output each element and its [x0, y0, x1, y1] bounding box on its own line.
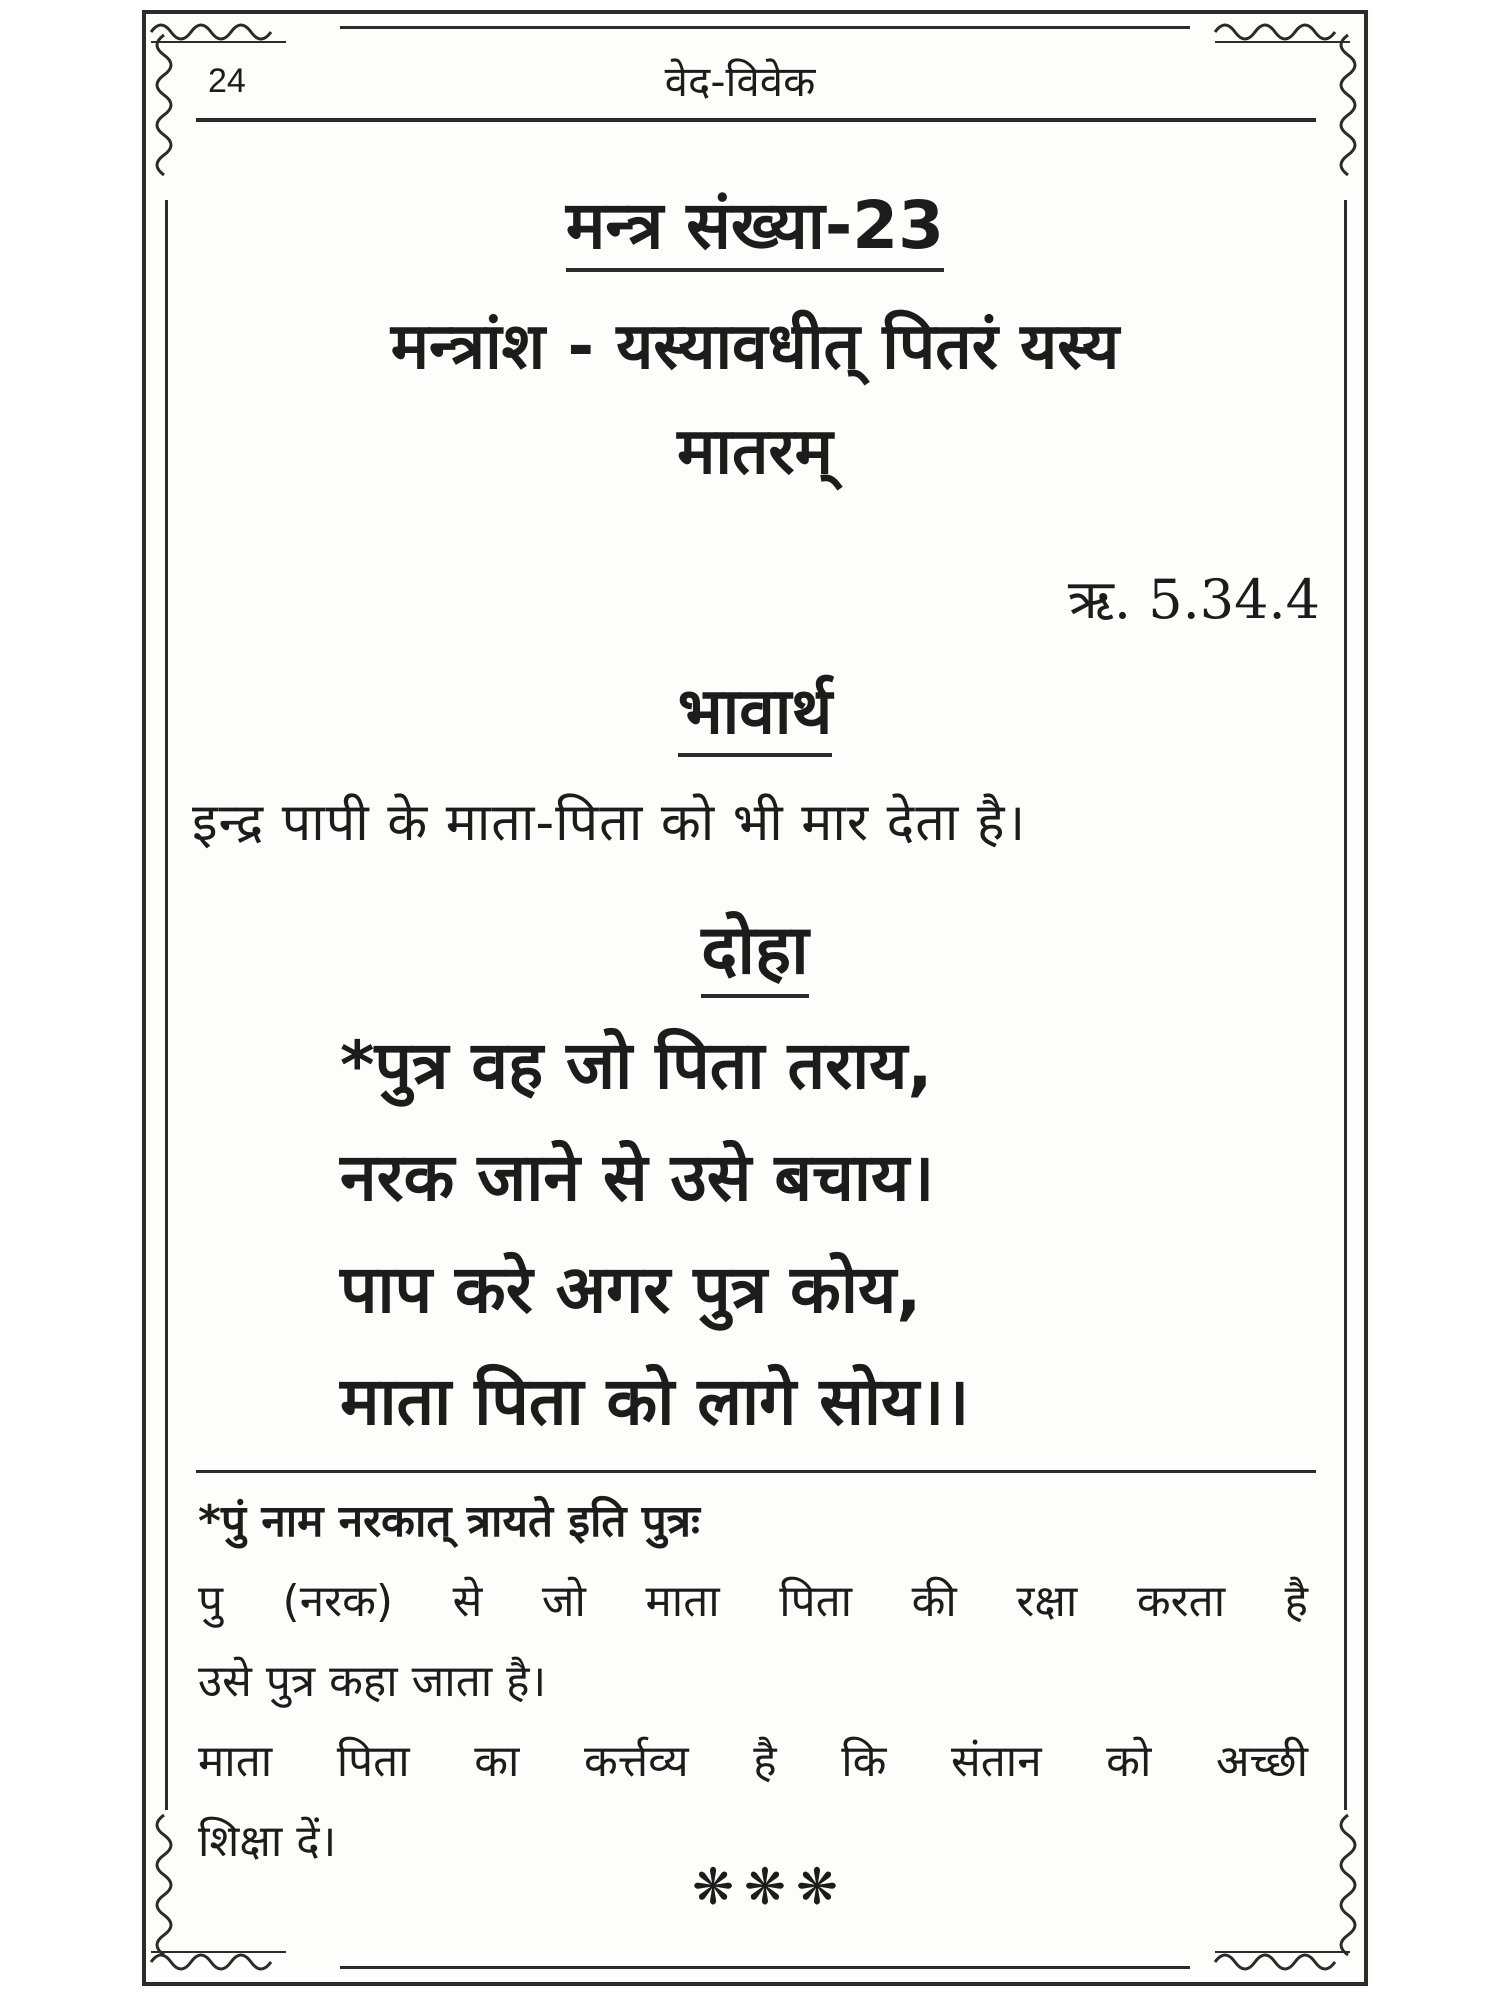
running-title: वेद-विवेक: [664, 57, 816, 106]
footnote-line: उसे पुत्र कहा जाता है।: [198, 1656, 547, 1707]
footnote-line: शिक्षा दें।: [198, 1816, 337, 1867]
footnote-line: पु (नरक) से जो माता पिता की रक्षा करता है: [198, 1576, 1308, 1627]
bhavarth-heading-text: भावार्थ: [678, 675, 833, 757]
mantra-heading: [170, 178, 1340, 268]
end-ornament-stars: ❋❋❋: [692, 1858, 848, 1916]
left-inner-border: [165, 200, 168, 1810]
header-rule: [196, 118, 1316, 122]
footnote: [198, 1482, 1308, 1882]
side-ornament-bottom-left: [146, 1810, 182, 1960]
page-number: 24: [208, 62, 246, 100]
side-ornament-top-right: [1330, 30, 1366, 180]
doha-heading: [170, 900, 1340, 993]
doha-line: पाप करे अगर पुत्र कोय,: [340, 1251, 922, 1328]
footnote-line: माता पिता का कर्त्तव्य है कि संतान को अच्छी: [198, 1736, 1308, 1787]
side-ornament-bottom-right: [1330, 1810, 1366, 1960]
doha-line: माता पिता को लागे सोय।।: [340, 1363, 970, 1440]
mantra-reference: ऋ. 5.34.4: [1067, 568, 1320, 631]
mantra-heading-text: मन्त्र संख्या-23: [566, 187, 944, 272]
side-ornament-top-left: [146, 30, 182, 180]
footnote-rule: [196, 1470, 1316, 1473]
bottom-border-line: [340, 1966, 1190, 1969]
doha-heading-text: दोहा: [701, 911, 808, 998]
bhavarth-heading: [170, 665, 1340, 752]
doha-line: नरक जाने से उसे बचाय।: [340, 1139, 935, 1216]
right-inner-border: [1344, 200, 1347, 1810]
bhavarth-text: इन्द्र पापी के माता-पिता को भी मार देता है।: [192, 793, 1027, 853]
mantra-text-line-2: मातरम्: [677, 415, 833, 489]
doha-line: *पुत्र वह जो पिता तराय,: [340, 1027, 933, 1104]
footnote-line: *पुं नाम नरकात् त्रायते इति पुत्रः: [198, 1496, 700, 1547]
mantra-text-line-1: मन्त्रांश - यस्यावधीत् पितरं यस्य: [390, 310, 1120, 384]
doha-verse: [340, 1010, 1240, 1458]
top-border-line: [340, 26, 1190, 29]
